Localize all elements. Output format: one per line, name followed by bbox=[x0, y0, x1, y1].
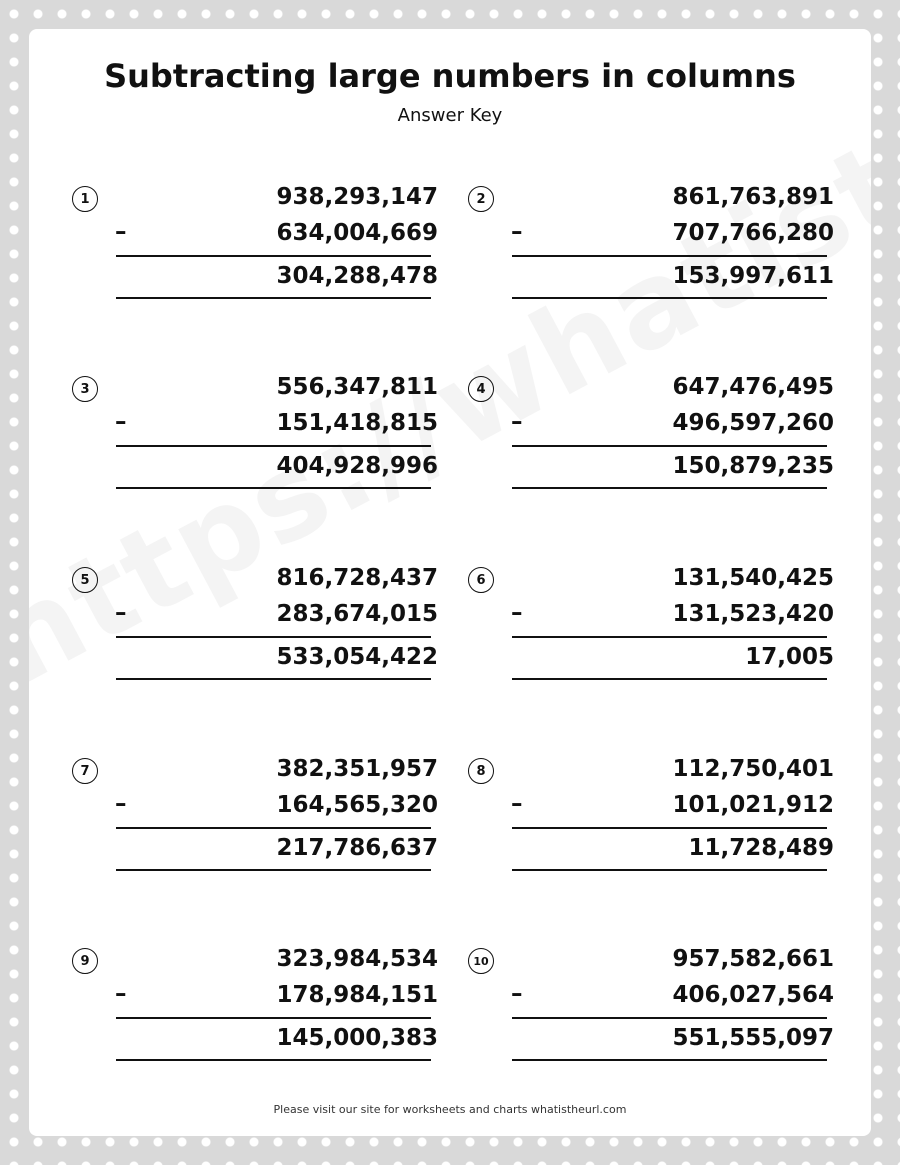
problem-3 bbox=[58, 376, 458, 506]
difference: 533,054,422 bbox=[276, 644, 438, 670]
page-title: Subtracting large numbers in columns bbox=[104, 57, 796, 95]
difference: 304,288,478 bbox=[276, 263, 438, 289]
difference: 17,005 bbox=[745, 644, 834, 670]
subtrahend: 164,565,320 bbox=[276, 792, 438, 818]
answer-line-bottom bbox=[116, 1059, 431, 1061]
answer-line-bottom bbox=[116, 487, 431, 489]
answer-line-bottom bbox=[512, 487, 827, 489]
answer-line-bottom bbox=[116, 297, 431, 299]
subtrahend: 707,766,280 bbox=[672, 220, 834, 246]
problem-6 bbox=[454, 567, 854, 697]
answer-line-bottom bbox=[116, 869, 431, 871]
subtrahend: 406,027,564 bbox=[672, 982, 834, 1008]
answer-line-top bbox=[116, 445, 431, 447]
subtrahend: 131,523,420 bbox=[672, 601, 834, 627]
subtrahend: 634,004,669 bbox=[276, 220, 438, 246]
subtrahend: 151,418,815 bbox=[276, 410, 438, 436]
answer-line-bottom bbox=[512, 297, 827, 299]
problem-number-badge: 10 bbox=[468, 948, 494, 974]
minuend: 647,476,495 bbox=[672, 374, 834, 400]
answer-line-top bbox=[116, 1017, 431, 1019]
minus-sign: – bbox=[511, 600, 523, 626]
answer-line-top bbox=[512, 636, 827, 638]
difference: 11,728,489 bbox=[688, 835, 834, 861]
problem-10 bbox=[454, 948, 854, 1078]
minus-sign: – bbox=[511, 219, 523, 245]
minuend: 861,763,891 bbox=[672, 184, 834, 210]
minus-sign: – bbox=[511, 981, 523, 1007]
minus-sign: – bbox=[511, 409, 523, 435]
answer-line-bottom bbox=[512, 678, 827, 680]
problem-number-badge: 3 bbox=[72, 376, 98, 402]
answer-line-top bbox=[116, 827, 431, 829]
difference: 153,997,611 bbox=[672, 263, 834, 289]
problem-4 bbox=[454, 376, 854, 506]
answer-line-top bbox=[116, 636, 431, 638]
minus-sign: – bbox=[115, 791, 127, 817]
problem-number-badge: 6 bbox=[468, 567, 494, 593]
problem-2 bbox=[454, 186, 854, 316]
difference: 150,879,235 bbox=[672, 453, 834, 479]
minus-sign: – bbox=[511, 791, 523, 817]
problem-number-badge: 7 bbox=[72, 758, 98, 784]
answer-line-bottom bbox=[116, 678, 431, 680]
problem-number-badge: 5 bbox=[72, 567, 98, 593]
difference: 145,000,383 bbox=[276, 1025, 438, 1051]
answer-line-top bbox=[512, 1017, 827, 1019]
problem-8 bbox=[454, 758, 854, 888]
page-subtitle: Answer Key bbox=[397, 105, 503, 126]
minuend: 323,984,534 bbox=[276, 946, 438, 972]
answer-line-top bbox=[512, 827, 827, 829]
subtrahend: 496,597,260 bbox=[672, 410, 834, 436]
subtrahend: 178,984,151 bbox=[276, 982, 438, 1008]
minuend: 816,728,437 bbox=[276, 565, 438, 591]
answer-line-top bbox=[116, 255, 431, 257]
problem-number-badge: 2 bbox=[468, 186, 494, 212]
subtrahend: 101,021,912 bbox=[672, 792, 834, 818]
problem-5 bbox=[58, 567, 458, 697]
difference: 404,928,996 bbox=[276, 453, 438, 479]
difference: 217,786,637 bbox=[276, 835, 438, 861]
worksheet-page bbox=[29, 29, 871, 1136]
minus-sign: – bbox=[115, 981, 127, 1007]
minuend: 556,347,811 bbox=[276, 374, 438, 400]
answer-line-top bbox=[512, 445, 827, 447]
minus-sign: – bbox=[115, 409, 127, 435]
minuend: 957,582,661 bbox=[672, 946, 834, 972]
difference: 551,555,097 bbox=[672, 1025, 834, 1051]
problem-number-badge: 8 bbox=[468, 758, 494, 784]
minuend: 131,540,425 bbox=[672, 565, 834, 591]
subtrahend: 283,674,015 bbox=[276, 601, 438, 627]
problem-number-badge: 1 bbox=[72, 186, 98, 212]
minus-sign: – bbox=[115, 219, 127, 245]
footer-note: Please visit our site for worksheets and charts whatistheurl.com bbox=[273, 1103, 627, 1116]
answer-line-top bbox=[512, 255, 827, 257]
minuend: 112,750,401 bbox=[672, 756, 834, 782]
problem-7 bbox=[58, 758, 458, 888]
problem-number-badge: 4 bbox=[468, 376, 494, 402]
minuend: 938,293,147 bbox=[276, 184, 438, 210]
problem-9 bbox=[58, 948, 458, 1078]
minus-sign: – bbox=[115, 600, 127, 626]
answer-line-bottom bbox=[512, 869, 827, 871]
minuend: 382,351,957 bbox=[276, 756, 438, 782]
problem-1 bbox=[58, 186, 458, 316]
problem-number-badge: 9 bbox=[72, 948, 98, 974]
answer-line-bottom bbox=[512, 1059, 827, 1061]
